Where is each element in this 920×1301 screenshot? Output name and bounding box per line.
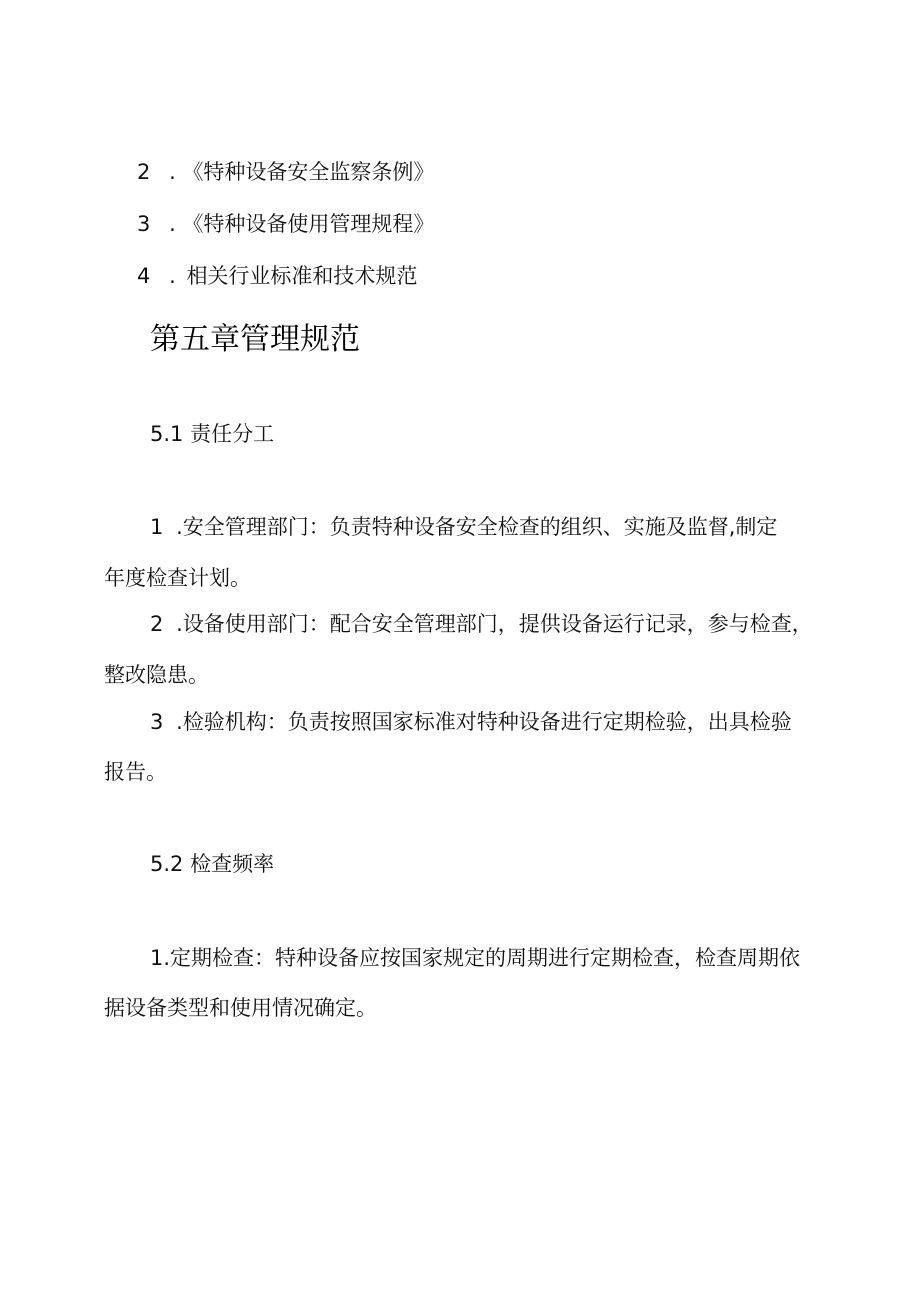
reference-text: 《特种设备使用管理规程》	[182, 212, 435, 236]
chapter-title: 第五章管理规范	[150, 322, 360, 357]
item-number: 1	[150, 515, 164, 539]
reference-number: 4	[137, 264, 151, 288]
reference-separator: .	[169, 264, 176, 288]
reference-text: 相关行业标准和技术规范	[186, 264, 418, 288]
paragraph-line	[150, 707, 792, 737]
item-number: 2	[150, 612, 164, 636]
paragraph-continuation: 据设备类型和使用情况确定。	[104, 996, 377, 1020]
item-text: .定期检查：特种设备应按国家规定的周期进行定期检查，检查周期依	[163, 946, 801, 970]
reference-number: 2	[137, 160, 151, 184]
reference-item	[137, 209, 434, 239]
reference-separator: .	[169, 160, 176, 184]
reference-item	[137, 261, 417, 291]
paragraph-line	[150, 943, 800, 973]
reference-text: 《特种设备安全监察条例》	[182, 160, 435, 184]
paragraph-continuation: 报告。	[104, 760, 167, 784]
paragraph-continuation: 年度检查计划。	[104, 566, 251, 590]
item-text: .安全管理部门：负责特种设备安全检查的组织、实施及监督,制定	[176, 515, 778, 539]
item-text: .检验机构：负责按照国家标准对特种设备进行定期检验，出具检验	[176, 710, 792, 734]
reference-number: 3	[137, 212, 151, 236]
section-heading: 5.1 责任分工	[150, 422, 275, 446]
item-number: 1	[150, 946, 164, 970]
paragraph-line	[150, 512, 777, 542]
item-number: 3	[150, 710, 164, 734]
reference-item	[137, 157, 434, 187]
paragraph-line	[150, 609, 813, 639]
item-text: .设备使用部门：配合安全管理部门，提供设备运行记录，参与检查，	[176, 612, 813, 636]
section-heading: 5.2 检查频率	[150, 852, 275, 876]
reference-separator: .	[169, 212, 176, 236]
paragraph-continuation: 整改隐患。	[104, 663, 209, 687]
